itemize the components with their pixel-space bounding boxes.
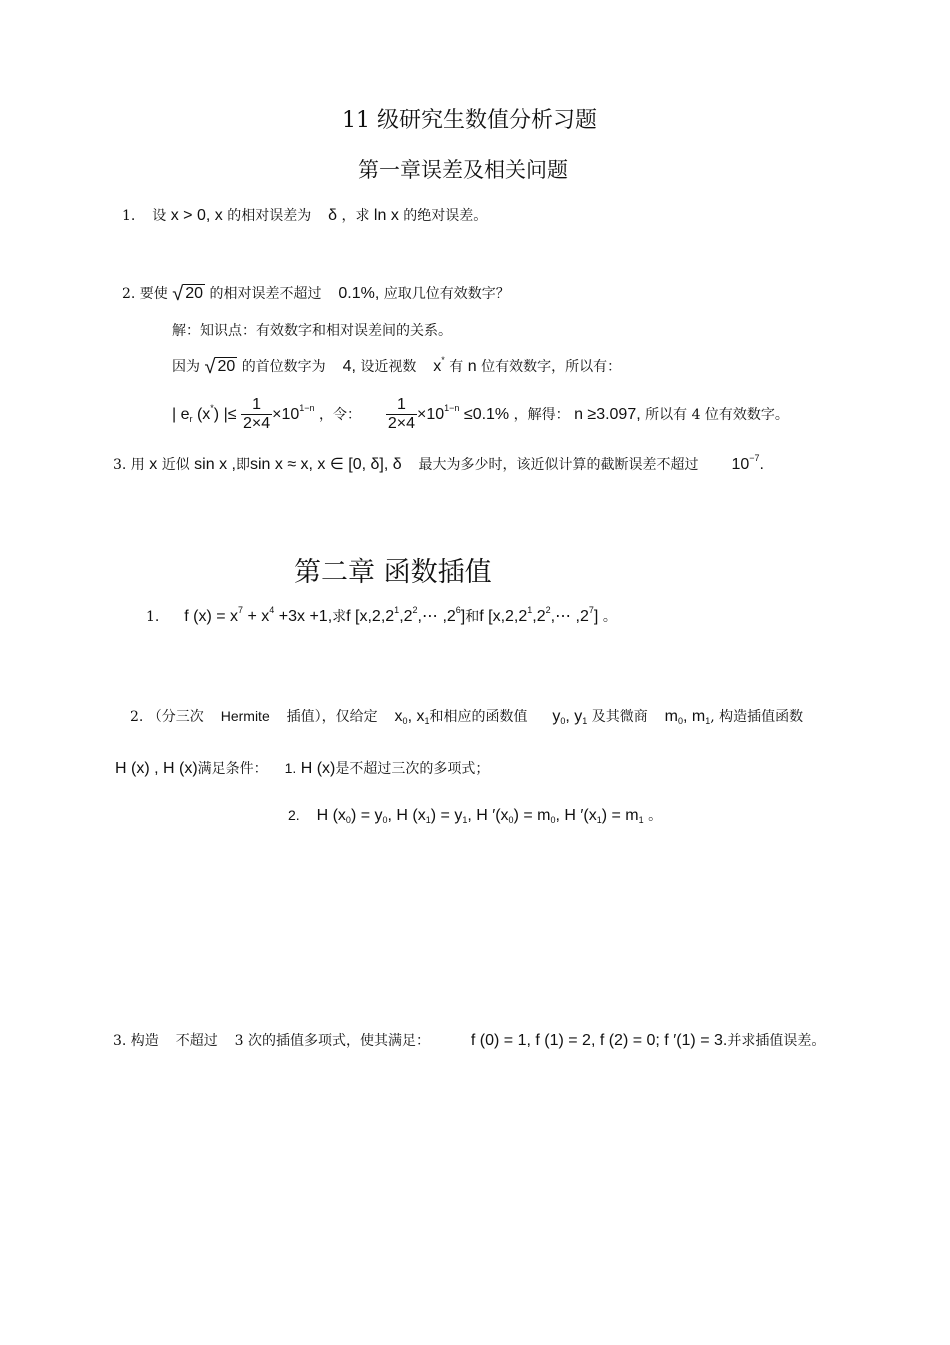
text: ，求 [341, 208, 370, 224]
text: 及其微商 [591, 709, 648, 725]
math: 0.1%, [338, 285, 380, 302]
text: 3. 用 [113, 457, 145, 473]
text: 3. 构造 [113, 1033, 159, 1049]
divided-difference: f [$x,2,2^1,2^2,\cdots$ $,2^7$] [479, 605, 599, 625]
ch1-problem-2 [122, 283, 510, 304]
text: 并求插值误差。 [727, 1033, 826, 1049]
math: $m_0$, $m_1$ [664, 708, 711, 726]
math: n ≥3.097, [574, 405, 641, 423]
problem-number: 1. [122, 208, 136, 224]
math: $\times 10^{1-n} \le 0.1\%$ [417, 402, 510, 423]
math: $y_0$, $y_1$ [552, 708, 588, 726]
text: 设 [152, 208, 167, 224]
math: $\times 10^{1-n}$ [272, 402, 315, 423]
text: 所以有 4 位有效数字。 [645, 406, 789, 423]
math: 4, [342, 358, 356, 375]
ch2-p2-conditions [115, 758, 489, 778]
text: 即 [235, 457, 250, 473]
text: 和 [465, 609, 480, 625]
text: , 构造插值函数 [710, 709, 804, 725]
text: ，解得： [513, 406, 570, 423]
text: 的相对误差为 [227, 208, 312, 224]
math: x [149, 456, 158, 473]
math: $x_0$, $x_1$ [394, 708, 430, 726]
ch2-problem-3 [113, 1030, 825, 1050]
ch1-problem-1 [122, 205, 487, 225]
text: 不超过 [175, 1033, 218, 1049]
text: 2. （分三次 [130, 709, 204, 725]
math: Hermite [220, 708, 270, 724]
text: ，令： [318, 406, 361, 423]
math: H (x) [300, 760, 336, 777]
text: 满足条件： [197, 761, 268, 777]
math: ln x [373, 207, 399, 224]
text: 求 [332, 609, 347, 625]
text: 的绝对误差。 [403, 208, 488, 224]
math: f (0) = 1, f (1) = 2, f (2) = 0; f ′(1) = 3. [470, 1032, 728, 1049]
text: 近似 [161, 457, 190, 473]
text: 是不超过三次的多项式； [335, 761, 490, 777]
math: $10^{-7}$. [731, 453, 764, 473]
math: 1. [284, 760, 297, 776]
math: x > 0, x [170, 207, 223, 224]
math: H (x) [163, 760, 198, 777]
text: 。 [602, 609, 617, 625]
fraction: $\frac{1}{2\times 4}$ [387, 396, 416, 433]
text: 2. 要使 [122, 286, 168, 302]
text: 和相应的函数值 [429, 709, 528, 725]
chapter2-heading: 第二章 函数插值 [294, 557, 492, 588]
math: sin x ≈ x, x ∈ [0, δ], δ [249, 456, 402, 473]
problem-number: 1. [146, 609, 160, 625]
text: 因为 [172, 359, 200, 375]
error-expression: | $e_r$ (x*) |≤ [172, 402, 237, 424]
math: δ [328, 207, 338, 224]
ch1-p2-formula [172, 396, 789, 434]
text: 的首位数字为 [241, 359, 326, 375]
text: 插值），仅给定 [286, 709, 378, 725]
text: 设近视数 [360, 359, 417, 375]
fraction: $\frac{1}{2\times 4}$ [242, 396, 271, 433]
ch1-p2-solution-line [172, 356, 621, 377]
chapter1-heading: 第一章误差及相关问题 [358, 158, 568, 182]
ch2-problem-1 [146, 606, 617, 626]
text: 。 [648, 808, 663, 824]
math: x* [433, 355, 445, 375]
ch2-problem-2 [130, 706, 803, 726]
text: 有 [449, 359, 464, 375]
math: 2. [288, 807, 300, 823]
math: n [467, 358, 477, 375]
text: 位有效数字，所以有： [481, 359, 622, 375]
ch2-p2-condition-2 [288, 805, 662, 825]
text: 应取几位有效数字？ [383, 286, 510, 302]
divided-difference: f [$x,2,2^1,2^2,\cdots$ $,2^6$] [346, 605, 466, 625]
sqrt-expression: √ 20 [172, 283, 204, 305]
math: sin x , [194, 456, 236, 473]
ch1-p2-solution-label: 解：知识点：有效数字和相对误差间的关系。 [172, 323, 452, 339]
text: 的相对误差不超过 [209, 286, 322, 302]
interpolation-conditions: H $(x_0) = y_0$, H $(x_1) = y_1$, H $'(x_0) = m_0$, H $'(x_1) = m_1$ [316, 807, 644, 825]
math: H (x) , [115, 760, 159, 777]
polynomial: f $(x) = x^7 + x^4 +3x +1$, [184, 605, 333, 625]
sqrt-expression: √ 20 [204, 356, 236, 378]
ch1-problem-3 [113, 454, 764, 474]
text: 3 次的插值多项式，使其满足： [234, 1033, 430, 1049]
text: 最大为多少时，该近似计算的截断误差不超过 [418, 457, 699, 473]
page-title: 11 级研究生数值分析习题 [342, 108, 597, 133]
